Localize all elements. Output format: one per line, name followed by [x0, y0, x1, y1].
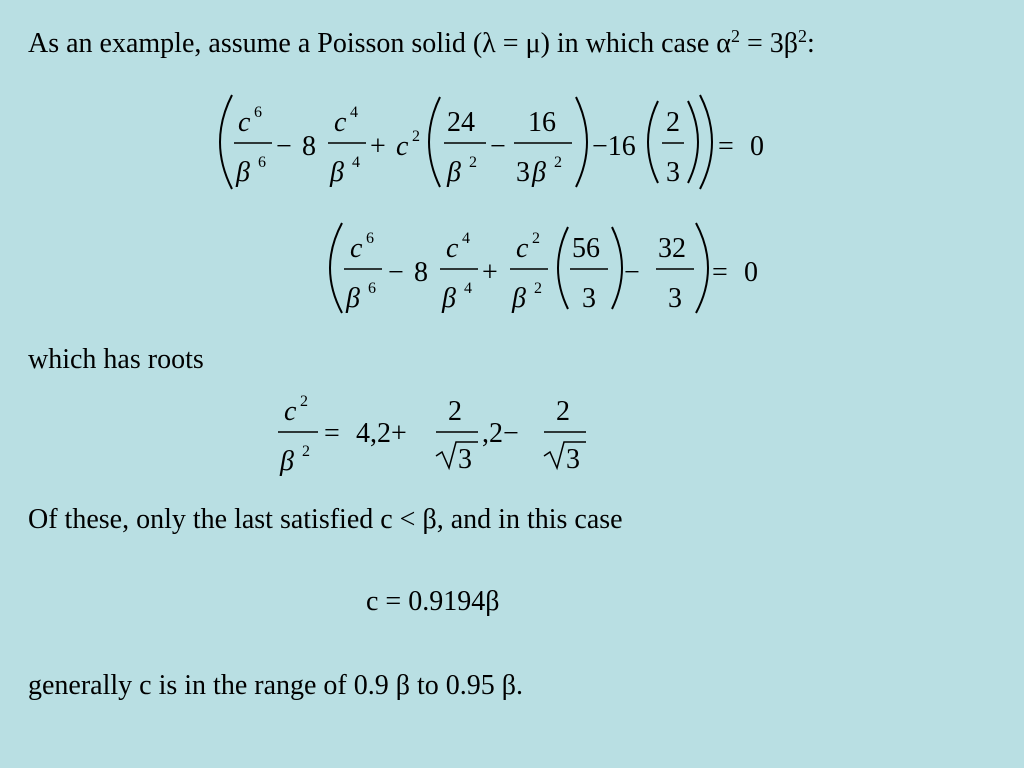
eq1-beta2-exp-a: 2 — [469, 154, 477, 171]
eq2-c4-exp: 4 — [462, 230, 470, 247]
eq1-c2: c — [396, 131, 409, 162]
roots-sqrt3-b: 3 — [566, 444, 580, 475]
eq2-beta2-den: β — [512, 283, 526, 314]
eq2-beta2-exp: 2 — [534, 280, 542, 297]
eq1-eight: 8 — [302, 131, 316, 162]
eq2-beta4-den: β — [442, 283, 456, 314]
eq2-equals: = — [712, 257, 728, 288]
condition-text — [28, 506, 623, 534]
eq1-small-left-paren — [648, 101, 658, 183]
eq2-beta4-exp: 4 — [464, 280, 472, 297]
eq2-c6-exp: 6 — [366, 230, 374, 247]
beta-symbol: β — [783, 28, 798, 59]
eq2-c6-num: c — [350, 233, 363, 264]
intro-text — [28, 26, 815, 59]
eq1-inner-right-paren — [576, 97, 587, 187]
eq2-minus-2: − — [624, 257, 640, 288]
eq1-inner-left-paren — [429, 97, 440, 187]
eq2-minus-1: − — [388, 257, 404, 288]
eq1-equals: = — [718, 131, 734, 162]
eq1-c2-exp: 2 — [412, 128, 420, 145]
eq1-minus16: −16 — [592, 131, 636, 162]
eq1-outer-right-paren — [700, 95, 712, 189]
roots-equation — [0, 390, 1024, 480]
eq1-beta4-exp: 4 — [352, 154, 360, 171]
eq2-3-den-b: 3 — [668, 283, 682, 314]
eq2-beta6-exp: 6 — [368, 280, 376, 297]
intro-prefix: As an example, assume a Poisson solid ( — [28, 28, 483, 59]
eq2-3-den-a: 3 — [582, 283, 596, 314]
equation-2 — [0, 215, 1024, 325]
intro-colon: : — [807, 28, 815, 59]
eq2-c2-exp: 2 — [532, 230, 540, 247]
intro-equals: = — [495, 28, 526, 59]
eq2-beta6-den: β — [346, 283, 360, 314]
eq1-plus: + — [370, 131, 386, 162]
roots-c2-exp: 2 — [300, 393, 308, 410]
eq1-beta2-exp-b: 2 — [554, 154, 562, 171]
eq1-24: 24 — [447, 107, 475, 138]
eq2-inner-left-paren — [558, 227, 568, 309]
eq1-2-num: 2 — [666, 107, 680, 138]
roots-2-num-b: 2 — [556, 396, 570, 427]
roots-values: 4,2+ — [356, 418, 407, 449]
eq2-c2-num: c — [516, 233, 529, 264]
roots-2-num-a: 2 — [448, 396, 462, 427]
roots-c2-num: c — [284, 396, 297, 427]
eq1-c4-num: c — [334, 107, 347, 138]
eq1-3-den: 3 — [516, 157, 530, 188]
alpha-exponent: 2 — [730, 26, 740, 46]
eq1-c4-exp: 4 — [350, 104, 358, 121]
eq1-zero: 0 — [750, 131, 764, 162]
eq2-right-paren — [696, 223, 708, 313]
eq2-plus: + — [482, 257, 498, 288]
eq2-inner-right-paren — [612, 227, 622, 309]
eq1-c6-num: c — [238, 107, 251, 138]
eq2-left-paren — [330, 223, 342, 313]
eq1-minus-1: − — [276, 131, 292, 162]
eq1-beta6-den: β — [236, 157, 250, 188]
range-text: generally c is in the range of 0.9 β to 0.95 β. — [28, 670, 524, 701]
eq1-beta4-den: β — [330, 157, 344, 188]
eq1-beta2-den-b: β — [532, 157, 546, 188]
intro-equals-3: = 3 — [739, 28, 784, 59]
condition-beta: β — [422, 504, 437, 535]
result-text: c = 0.9194β — [366, 586, 500, 617]
beta-exponent: 2 — [798, 26, 807, 46]
alpha-symbol: α — [716, 28, 731, 59]
roots-beta2-exp: 2 — [302, 443, 310, 460]
roots-label: which has roots — [28, 344, 204, 375]
eq2-eight: 8 — [414, 257, 428, 288]
eq1-minus-2: − — [490, 131, 506, 162]
eq2-zero: 0 — [744, 257, 758, 288]
eq2-c4-num: c — [446, 233, 459, 264]
eq1-outer-left-paren — [220, 95, 232, 189]
mu-symbol: μ — [525, 28, 541, 59]
eq2-32: 32 — [658, 233, 686, 264]
eq1-beta2-den-a: β — [447, 157, 461, 188]
eq1-small-right-paren — [688, 101, 698, 183]
eq1-16: 16 — [528, 107, 556, 138]
eq2-56: 56 — [572, 233, 600, 264]
eq1-3-den-b: 3 — [666, 157, 680, 188]
roots-mid: ,2− — [482, 418, 519, 449]
roots-sqrt3-a: 3 — [458, 444, 472, 475]
roots-beta2-den: β — [280, 446, 294, 477]
eq1-c6-exp: 6 — [254, 104, 262, 121]
intro-mid: ) in which case — [540, 28, 717, 59]
lambda-symbol: λ — [482, 28, 496, 59]
condition-prefix: Of these, only the last satisfied c < — [28, 504, 423, 535]
roots-equals: = — [324, 418, 340, 449]
eq1-beta6-exp: 6 — [258, 154, 266, 171]
condition-suffix: , and in this case — [436, 504, 623, 535]
